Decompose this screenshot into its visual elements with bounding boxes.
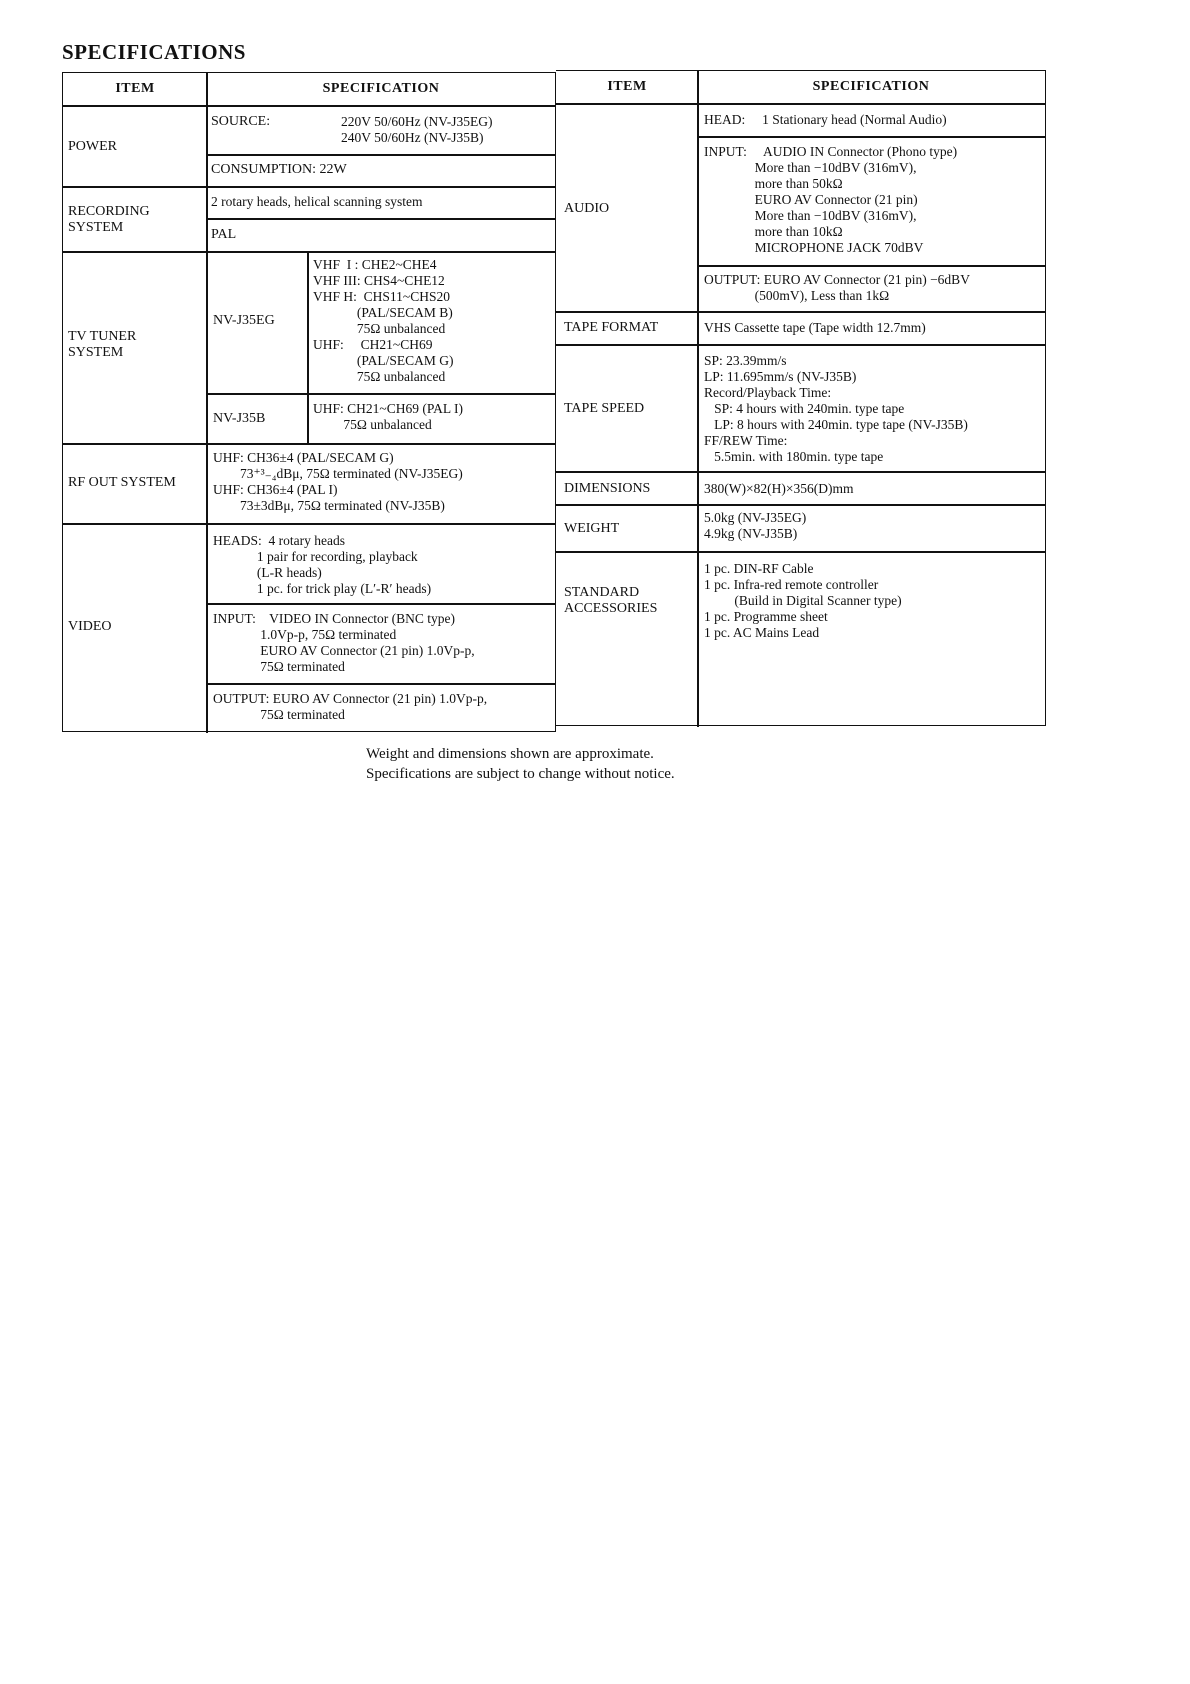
tuner-model-a: NV-J35EG: [213, 313, 275, 328]
header-item: ITEM: [607, 79, 647, 94]
tuner-a-line: VHF I : CHE2~CHE4: [313, 257, 437, 272]
audio-input-line: More than −10dBV (316mV),: [704, 208, 917, 223]
divider: [63, 251, 557, 253]
divider: [207, 683, 557, 685]
video-input-line: 75Ω terminated: [213, 659, 345, 674]
tape-speed-line: 5.5min. with 180min. type tape: [704, 449, 884, 464]
item-audio: AUDIO: [564, 201, 610, 216]
item-tuner-1: TV TUNER: [68, 329, 137, 344]
item-recording-1: RECORDING: [68, 204, 150, 219]
source-label: SOURCE:: [211, 114, 271, 129]
divider: [556, 504, 1046, 506]
audio-input-line: EURO AV Connector (21 pin): [704, 192, 918, 207]
audio-input-line: More than −10dBV (316mV),: [704, 160, 917, 175]
divider: [698, 136, 1046, 138]
divider: [63, 186, 557, 188]
tape-format-value: VHS Cassette tape (Tape width 12.7mm): [704, 320, 926, 335]
tape-speed-line: SP: 23.39mm/s: [704, 353, 787, 368]
divider: [207, 393, 557, 395]
tuner-a-line: VHF III: CHS4~CHE12: [313, 273, 445, 288]
audio-input-line: more than 10kΩ: [704, 224, 843, 239]
divider: [556, 471, 1046, 473]
footnote: Weight and dimensions shown are approximate.: [366, 746, 654, 762]
divider: [698, 265, 1046, 267]
consumption: CONSUMPTION: 22W: [211, 162, 347, 177]
recording-heads: 2 rotary heads, helical scanning system: [211, 194, 423, 209]
video-heads-line: 1 pc. for trick play (L′-R′ heads): [213, 581, 432, 596]
audio-input-line: INPUT: AUDIO IN Connector (Phono type): [704, 144, 958, 159]
tuner-a-line: (PAL/SECAM B): [313, 305, 453, 320]
header-item: ITEM: [115, 81, 155, 96]
item-tape-speed: TAPE SPEED: [564, 401, 645, 416]
tuner-a-line: VHF H: CHS11~CHS20: [313, 289, 450, 304]
divider: [207, 154, 557, 156]
tape-speed-line: LP: 8 hours with 240min. type tape (NV-J35B): [704, 417, 968, 432]
tape-speed-line: SP: 4 hours with 240min. type tape: [704, 401, 905, 416]
audio-input-line: more than 50kΩ: [704, 176, 843, 191]
tuner-b-line: UHF: CH21~CH69 (PAL I): [313, 401, 463, 416]
divider: [556, 551, 1046, 553]
audio-input-line: MICROPHONE JACK 70dBV: [704, 240, 924, 255]
audio-output-line: (500mV), Less than 1kΩ: [704, 288, 890, 303]
header-specification: SPECIFICATION: [322, 81, 440, 96]
divider: [207, 603, 557, 605]
rf-line: UHF: CH36±4 (PAL/SECAM G): [213, 450, 394, 465]
accessory-line: 1 pc. Infra-red remote controller: [704, 577, 879, 592]
audio-head: HEAD: 1 Stationary head (Normal Audio): [704, 112, 947, 127]
item-rf-out: RF OUT SYSTEM: [68, 475, 176, 490]
tuner-b-line: 75Ω unbalanced: [313, 417, 432, 432]
dimensions-value: 380(W)×82(H)×356(D)mm: [704, 481, 854, 496]
divider: [207, 218, 557, 220]
tuner-a-line: 75Ω unbalanced: [313, 369, 446, 384]
item-tape-format: TAPE FORMAT: [564, 320, 659, 335]
divider: [63, 105, 557, 107]
source-value-2: 240V 50/60Hz (NV-J35B): [341, 130, 484, 145]
header-specification: SPECIFICATION: [812, 79, 930, 94]
divider: [556, 103, 1046, 105]
divider: [63, 443, 557, 445]
rf-line: 73±3dBμ, 75Ω terminated (NV-J35B): [213, 498, 445, 513]
item-video: VIDEO: [68, 619, 112, 634]
footnote: Specifications are subject to change without notice.: [366, 766, 675, 782]
rf-line: 73⁺³₋₄dBμ, 75Ω terminated (NV-J35EG): [213, 466, 463, 481]
video-heads-line: (L-R heads): [213, 565, 322, 580]
tape-speed-line: Record/Playback Time:: [704, 385, 832, 400]
tuner-a-line: (PAL/SECAM G): [313, 353, 454, 368]
video-heads-line: HEADS: 4 rotary heads: [213, 533, 345, 548]
divider: [697, 71, 699, 727]
weight-line: 4.9kg (NV-J35B): [704, 526, 798, 541]
video-input-line: INPUT: VIDEO IN Connector (BNC type): [213, 611, 456, 626]
video-heads-line: 1 pair for recording, playback: [213, 549, 418, 564]
video-output-line: OUTPUT: EURO AV Connector (21 pin) 1.0Vp-p,: [213, 691, 488, 706]
video-input-line: 1.0Vp-p, 75Ω terminated: [213, 627, 397, 642]
recording-pal: PAL: [211, 227, 237, 242]
divider: [556, 344, 1046, 346]
tuner-a-line: UHF: CH21~CH69: [313, 337, 433, 352]
spec-table-right: [556, 70, 1046, 726]
tape-speed-line: LP: 11.695mm/s (NV-J35B): [704, 369, 857, 384]
item-weight: WEIGHT: [564, 521, 620, 536]
source-value-1: 220V 50/60Hz (NV-J35EG): [341, 114, 493, 129]
item-dimensions: DIMENSIONS: [564, 481, 651, 496]
item-accessories-1: STANDARD: [564, 585, 640, 600]
accessory-line: 1 pc. Programme sheet: [704, 609, 828, 624]
audio-output-line: OUTPUT: EURO AV Connector (21 pin) −6dBV: [704, 272, 970, 287]
tuner-a-line: 75Ω unbalanced: [313, 321, 446, 336]
tape-speed-line: FF/REW Time:: [704, 433, 788, 448]
accessory-line: (Build in Digital Scanner type): [704, 593, 902, 608]
video-output-line: 75Ω terminated: [213, 707, 345, 722]
rf-line: UHF: CH36±4 (PAL I): [213, 482, 338, 497]
divider: [307, 251, 309, 443]
divider: [63, 523, 557, 525]
item-recording-2: SYSTEM: [68, 220, 124, 235]
spec-table-left: [62, 72, 556, 732]
accessory-line: 1 pc. DIN-RF Cable: [704, 561, 814, 576]
item-accessories-2: ACCESSORIES: [564, 601, 658, 616]
weight-line: 5.0kg (NV-J35EG): [704, 510, 807, 525]
tuner-model-b: NV-J35B: [213, 411, 266, 426]
item-tuner-2: SYSTEM: [68, 345, 124, 360]
footnotes: [366, 744, 675, 784]
divider: [206, 73, 208, 733]
page-title: SPECIFICATIONS: [62, 40, 246, 64]
video-input-line: EURO AV Connector (21 pin) 1.0Vp-p,: [213, 643, 475, 658]
accessory-line: 1 pc. AC Mains Lead: [704, 625, 820, 640]
item-power: POWER: [68, 139, 117, 154]
divider: [556, 311, 1046, 313]
